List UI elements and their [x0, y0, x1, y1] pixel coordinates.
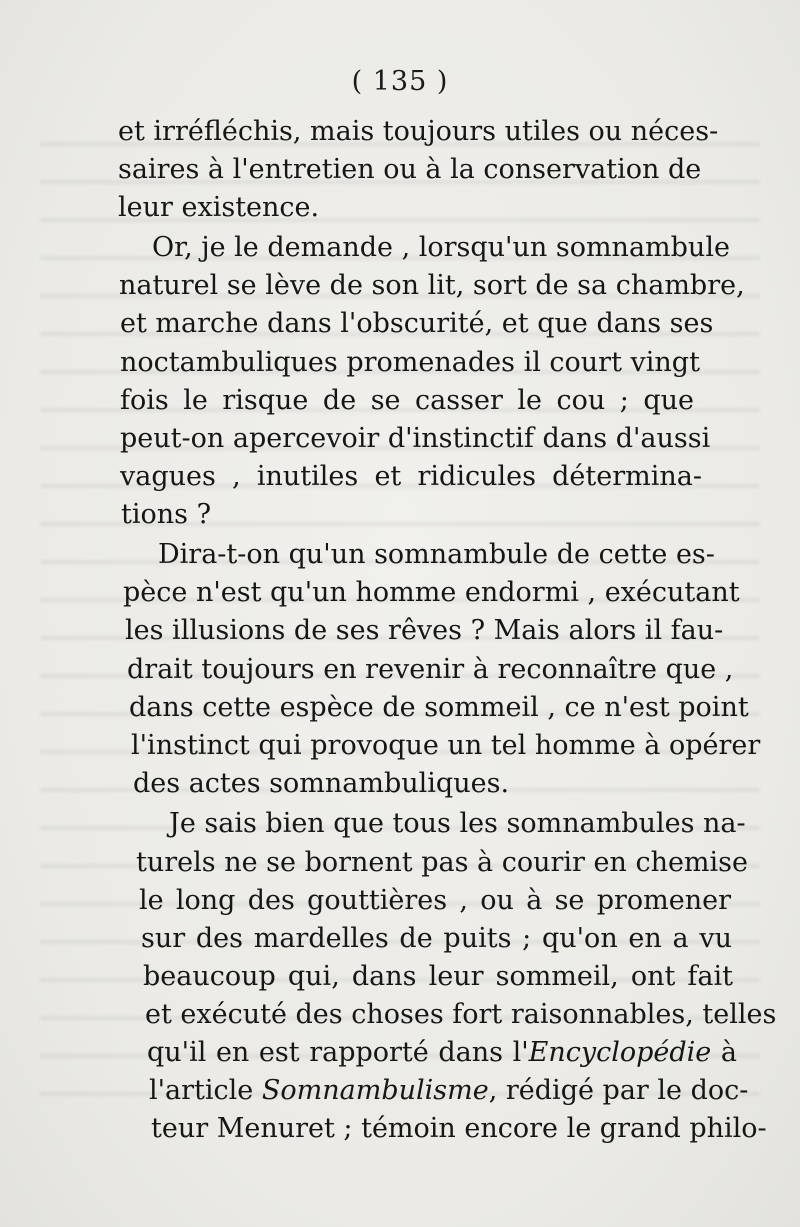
text-line-with-italic	[149, 1075, 749, 1106]
text-line: fois le risque de se casser le cou ; que	[120, 385, 694, 416]
text-line-end: , rédigé par le doc-	[488, 1075, 749, 1106]
page-number: ( 135 )	[351, 66, 449, 97]
text-line: leur existence.	[118, 192, 320, 223]
text-line: vagues , inutiles et ridicules détermina-	[120, 461, 702, 492]
text-line: saires à l'entretien ou à la conservation de	[118, 154, 702, 185]
text-line-start: l'article	[149, 1075, 254, 1106]
italic-term-encyclopedie: Encyclopédie	[528, 1037, 712, 1068]
text-line: le long des gouttières , ou à se promener	[139, 885, 731, 916]
text-line: les illusions de ses rêves ? Mais alors il fau-	[125, 615, 724, 646]
text-line: sur des mardelles de puits ; qu'on en a vu	[141, 923, 732, 954]
text-line-end: à	[720, 1037, 737, 1068]
text-line: teur Menuret ; témoin encore le grand philo-	[151, 1113, 767, 1144]
text-line: tions ?	[121, 499, 212, 530]
text-line: beaucoup qui, dans leur sommeil, ont fait	[143, 961, 733, 992]
text-line: pèce n'est qu'un homme endormi , exécutant	[123, 577, 740, 608]
text-line: et marche dans l'obscurité, et que dans ses	[120, 308, 714, 339]
text-line: noctambuliques promenades il court vingt	[120, 347, 700, 378]
text-line: drait toujours en revenir à reconnaître que ,	[127, 654, 734, 685]
text-line: Je sais bien que tous les somnambules na-	[169, 808, 746, 839]
text-line: Or, je le demande , lorsqu'un somnambule	[152, 232, 730, 263]
text-line: et exécuté des choses fort raisonnables, telles	[145, 999, 777, 1030]
text-line: des actes somnambuliques.	[133, 768, 510, 799]
text-line: dans cette espèce de sommeil , ce n'est point	[129, 692, 749, 723]
text-line: Dira-t-on qu'un somnambule de cette es-	[158, 539, 715, 570]
text-line-with-italic	[147, 1039, 737, 1066]
text-line: peut-on apercevoir d'instinctif dans d'aussi	[120, 423, 711, 454]
text-line: et irréfléchis, mais toujours utiles ou néces-	[118, 116, 719, 147]
text-line: naturel se lève de son lit, sort de sa chambre,	[119, 270, 745, 301]
text-line-start: qu'il en est rapporté dans l'	[147, 1037, 529, 1068]
text-line: turels ne se bornent pas à courir en chemise	[136, 847, 749, 878]
text-line: l'instinct qui provoque un tel homme à opérer	[131, 730, 761, 761]
italic-term-somnambulisme: Somnambulisme	[261, 1075, 489, 1106]
